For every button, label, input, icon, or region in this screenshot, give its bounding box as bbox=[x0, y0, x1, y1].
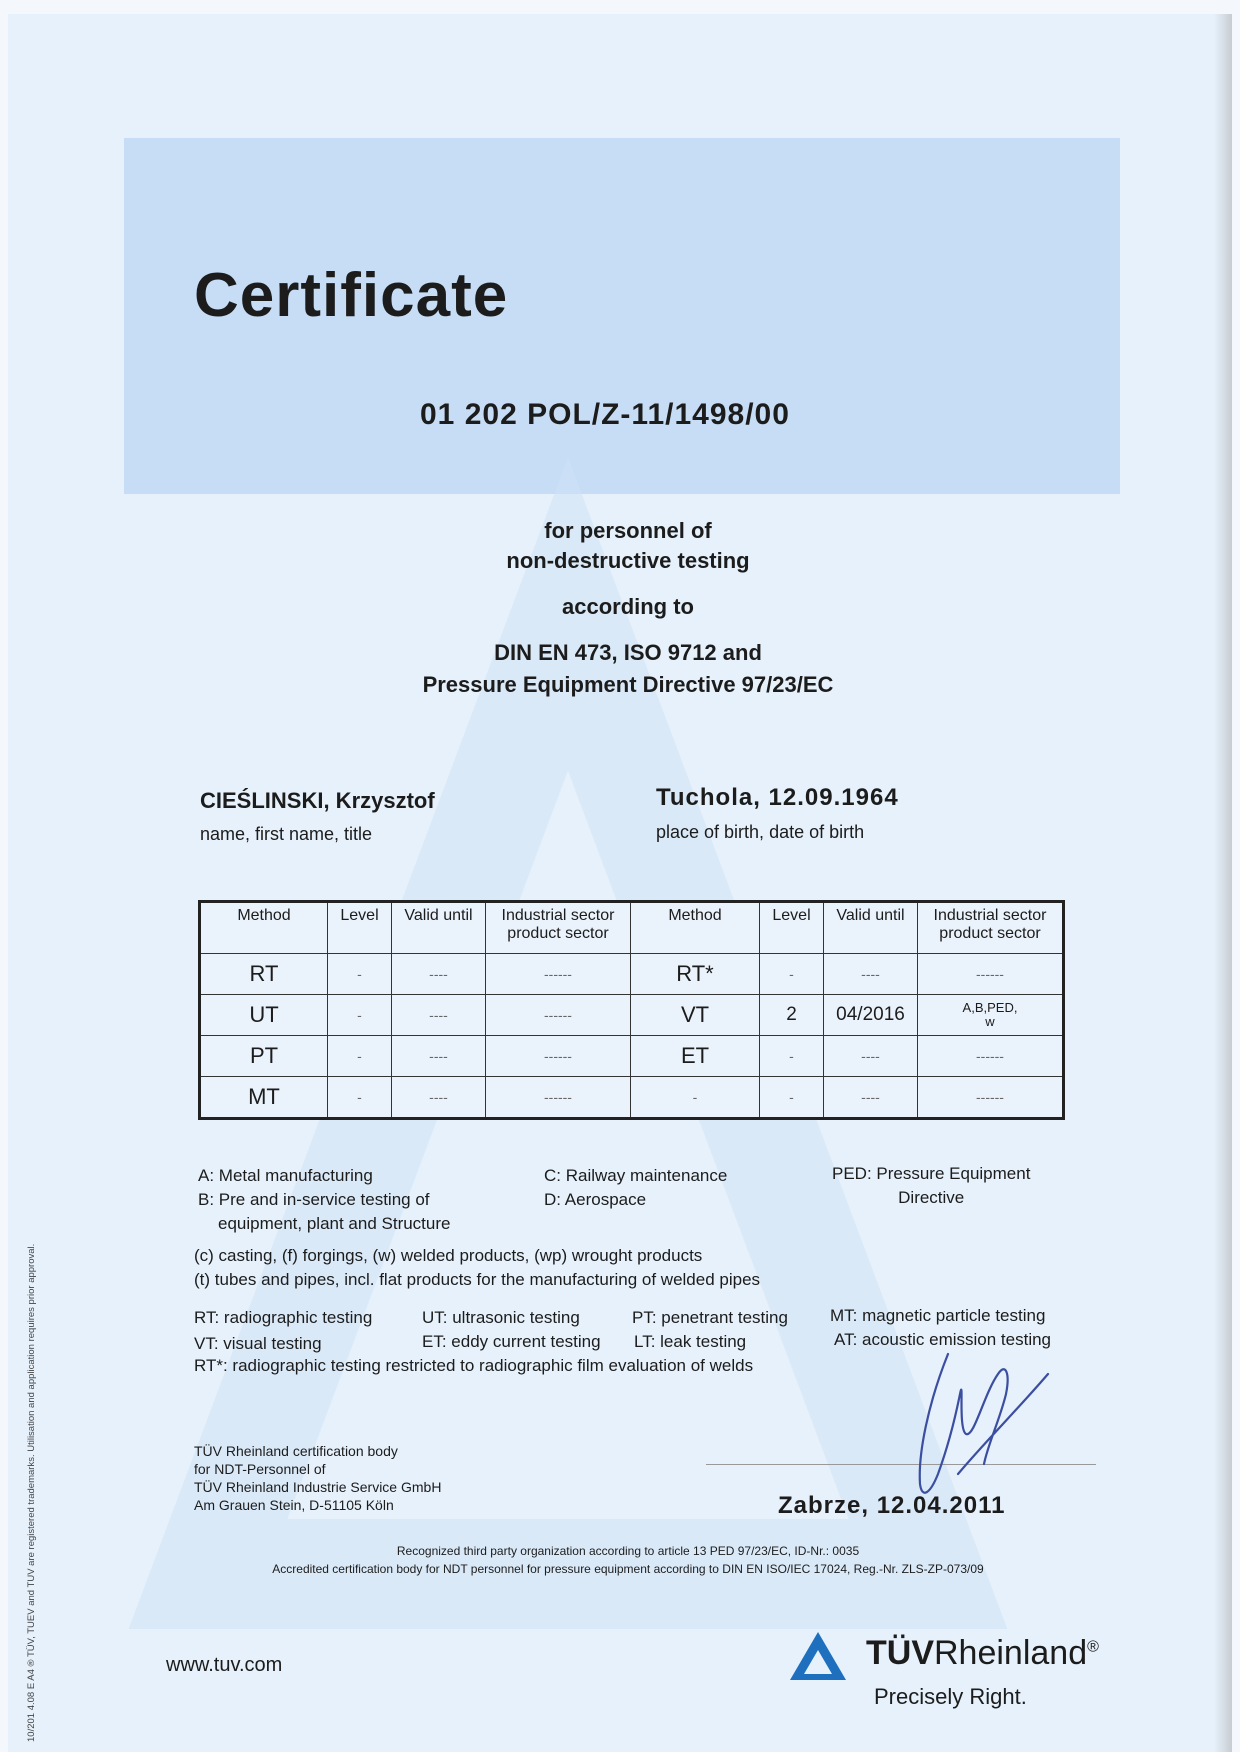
registered-mark: ® bbox=[1087, 1638, 1099, 1656]
header-sector-line1: Industrial sector bbox=[933, 907, 1047, 924]
holder-birth-label: place of birth, date of birth bbox=[656, 822, 865, 842]
table-row bbox=[200, 995, 1064, 1036]
sector-cell bbox=[918, 995, 1064, 1036]
table-header-row bbox=[200, 902, 1064, 954]
sector-ped: PED: Pressure Equipment bbox=[832, 1164, 1031, 1183]
method-cell: PT bbox=[200, 1036, 328, 1077]
sector-cell bbox=[918, 1077, 1064, 1119]
standards-line-1: DIN EN 473, ISO 9712 and bbox=[494, 640, 762, 665]
tagline: Precisely Right. bbox=[874, 1684, 1027, 1709]
header-level: Level bbox=[760, 902, 824, 954]
sector-value: A,B,PED, bbox=[962, 1000, 1018, 1015]
level-cell: - bbox=[328, 995, 392, 1036]
header-method: Method bbox=[200, 902, 328, 954]
valid-until-cell: ---- bbox=[392, 1077, 486, 1119]
method-cell: RT* bbox=[631, 954, 760, 995]
signature bbox=[888, 1334, 1068, 1514]
level-cell: - bbox=[328, 954, 392, 995]
method-cell: VT bbox=[631, 995, 760, 1036]
page-title: Certificate bbox=[194, 261, 509, 330]
table-row bbox=[200, 1036, 1064, 1077]
method-legend-et: ET: eddy current testing bbox=[422, 1332, 601, 1351]
issuer-line2: for NDT-Personnel of bbox=[194, 1461, 326, 1477]
header-sector-line2: product sector bbox=[939, 925, 1041, 942]
valid-until-cell: ---- bbox=[824, 954, 918, 995]
sector-cell: ------ bbox=[486, 1077, 631, 1119]
issuer-line3: TÜV Rheinland Industrie Service GmbH bbox=[194, 1479, 442, 1495]
method-cell: UT bbox=[200, 995, 328, 1036]
method-cell: RT bbox=[200, 954, 328, 995]
sector-cell: ------ bbox=[486, 995, 631, 1036]
sector-d: D: Aerospace bbox=[544, 1190, 647, 1209]
header-sector bbox=[918, 902, 1064, 954]
sector-cell: ------ bbox=[486, 1036, 631, 1077]
tuv-logo-text bbox=[866, 1634, 1099, 1673]
holder-name-label: name, first name, title bbox=[200, 824, 373, 844]
level-cell: - bbox=[760, 1036, 824, 1077]
standards-line-2: Pressure Equipment Directive 97/23/EC bbox=[422, 672, 834, 697]
valid-until-cell: ---- bbox=[824, 1077, 918, 1119]
sector-cell bbox=[918, 954, 1064, 995]
level-cell: - bbox=[760, 1077, 824, 1119]
level-cell: 2 bbox=[760, 995, 824, 1036]
issuer-block bbox=[194, 1442, 441, 1514]
table-row bbox=[200, 1077, 1064, 1119]
sector-b: B: Pre and in-service testing of bbox=[198, 1190, 430, 1209]
method-legend-rt: RT: radiographic testing bbox=[194, 1308, 373, 1327]
header-method: Method bbox=[631, 902, 760, 954]
method-legend-at: AT: acoustic emission testing bbox=[834, 1330, 1051, 1349]
sector-value: ------ bbox=[976, 1048, 1004, 1064]
website: www.tuv.com bbox=[166, 1654, 283, 1676]
holder-birth: Tuchola, 12.09.1964 bbox=[656, 784, 899, 811]
brand-bold: TÜV bbox=[866, 1634, 934, 1672]
footnote-line1: Recognized third party organization according to article 13 PED 97/23/EC, ID-Nr.: 0035 bbox=[396, 1544, 860, 1558]
method-legend-pt: PT: penetrant testing bbox=[632, 1308, 788, 1327]
sector-c: C: Railway maintenance bbox=[544, 1166, 728, 1185]
certificate-number: 01 202 POL/Z-11/1498/00 bbox=[420, 398, 790, 431]
level-cell: - bbox=[328, 1036, 392, 1077]
method-legend-mt: MT: magnetic particle testing bbox=[830, 1306, 1046, 1325]
method-cell: - bbox=[631, 1077, 760, 1119]
side-print: 10/201 4.08 E A4 ® TÜV, TUEV and TUV are registered trademarks. Utilisation and application requires prior approval. bbox=[26, 1243, 37, 1742]
valid-until-cell: ---- bbox=[392, 1036, 486, 1077]
certificate-page bbox=[8, 14, 1232, 1752]
brand-regular: Rheinland bbox=[934, 1634, 1088, 1672]
product-legend bbox=[194, 1244, 760, 1292]
level-cell: - bbox=[760, 954, 824, 995]
sector-value: ------ bbox=[976, 1089, 1004, 1105]
header-valid-until: Valid until bbox=[392, 902, 486, 954]
header-level: Level bbox=[328, 902, 392, 954]
level-cell: - bbox=[328, 1077, 392, 1119]
sector-b-cont: equipment, plant and Structure bbox=[218, 1214, 451, 1233]
method-legend-lt: LT: leak testing bbox=[634, 1332, 747, 1351]
method-legend-ut: UT: ultrasonic testing bbox=[422, 1308, 580, 1327]
valid-until-cell: ---- bbox=[392, 995, 486, 1036]
sector-a: A: Metal manufacturing bbox=[198, 1166, 373, 1185]
method-cell: ET bbox=[631, 1036, 760, 1077]
valid-until-cell: ---- bbox=[824, 1036, 918, 1077]
method-cell: MT bbox=[200, 1077, 328, 1119]
sector-legend-middle bbox=[544, 1164, 727, 1212]
place-date: Zabrze, 12.04.2011 bbox=[778, 1492, 1006, 1519]
method-legend-vt: VT: visual testing bbox=[194, 1334, 322, 1353]
sector-cell bbox=[918, 1036, 1064, 1077]
product-legend-line2: (t) tubes and pipes, incl. flat products for the manufacturing of welded pipes bbox=[194, 1270, 761, 1289]
sector-cell: ------ bbox=[486, 954, 631, 995]
valid-until-cell: ---- bbox=[392, 954, 486, 995]
sector-legend-right bbox=[832, 1162, 1030, 1210]
method-legend-rtstar: RT*: radiographic testing restricted to radiographic film evaluation of welds bbox=[194, 1356, 754, 1375]
holder-name: CIEŚLINSKI, Krzysztof bbox=[200, 788, 435, 813]
sector-ped-cont: Directive bbox=[898, 1188, 965, 1207]
issuer-line1: TÜV Rheinland certification body bbox=[194, 1443, 398, 1459]
sector-legend-left bbox=[198, 1164, 450, 1236]
valid-until-cell: 04/2016 bbox=[824, 995, 918, 1036]
footnote-line2: Accredited certification body for NDT personnel for pressure equipment according to DIN EN ISO/IEC 17024, Reg.-Nr. ZLS-ZP-073/09 bbox=[272, 1562, 984, 1576]
header-valid-until: Valid until bbox=[824, 902, 918, 954]
methods-table bbox=[198, 900, 1065, 1120]
header-sector-line1: Industrial sector bbox=[501, 907, 615, 924]
table-row bbox=[200, 954, 1064, 995]
tuv-triangle-icon bbox=[786, 1628, 850, 1684]
subtitle-line-3: according to bbox=[561, 594, 694, 619]
issuer-line4: Am Grauen Stein, D-51105 Köln bbox=[194, 1497, 394, 1513]
product-legend-line1: (c) casting, (f) forgings, (w) welded products, (wp) wrought products bbox=[194, 1246, 703, 1265]
subtitle-line-1: for personnel of bbox=[544, 518, 712, 543]
header-sector bbox=[486, 902, 631, 954]
product-value: w bbox=[985, 1014, 995, 1029]
header-sector-line2: product sector bbox=[507, 925, 609, 942]
sector-value: ------ bbox=[976, 966, 1004, 982]
subtitle-line-2: non-destructive testing bbox=[506, 548, 750, 573]
